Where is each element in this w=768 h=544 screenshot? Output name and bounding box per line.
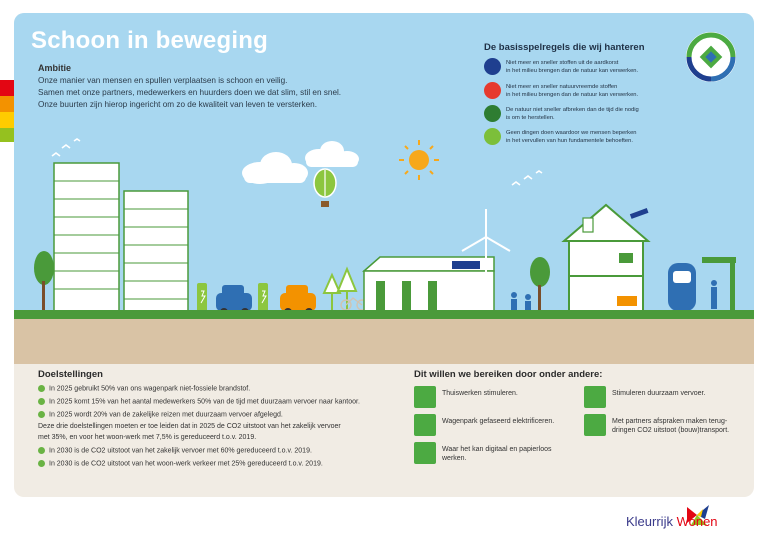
cloud-icon	[242, 152, 308, 184]
basisregel-line: De natuur niet sneller afbreken dan de tijd die nodig	[506, 107, 639, 113]
earth-crust-icon	[484, 58, 501, 75]
people-icon	[484, 128, 501, 145]
brand-name-part: Wonen	[676, 514, 718, 529]
ambitie-line: Samen met onze partners, medewerkers en huurders doen we dat slim, stil en snel.	[38, 88, 342, 97]
basisregel-line: in het milieu brengen dan de natuur kan verwerken.	[506, 92, 639, 98]
doelstelling-item	[38, 385, 250, 392]
bereiken-text: Wagenpark gefaseerd elektrificeren.	[442, 418, 555, 425]
doelstellingen-heading: Doelstellingen	[38, 369, 103, 380]
sun-icon	[399, 140, 439, 180]
basisregel-item	[484, 105, 654, 129]
doelstellingen-note: met 35%, en voor het woon-werk met 7,5% is gereduceerd t.o.v. 2019.	[38, 434, 257, 441]
edge-strip-red	[0, 80, 14, 96]
handshake-icon	[584, 414, 606, 436]
doelstelling-item	[38, 460, 323, 467]
bereiken-text: dringen CO2 uitstoot (bouw)transport.	[612, 427, 730, 434]
ambitie-line: Onze manier van mensen en spullen verplaatsen is schoon en veilig.	[38, 76, 288, 85]
apartment-building-icon	[54, 163, 119, 313]
edge-strip-yellow	[0, 112, 14, 128]
bullet-icon	[38, 411, 45, 418]
page-title: Schoon in beweging	[31, 27, 268, 54]
doelstelling-text: In 2030 is de CO2 uitstoot van het zakelijk vervoer met 60% gereduceerd t.o.v. 2019.	[49, 447, 312, 455]
bereiken-text: Waar het kan digitaal en papierloos	[442, 446, 552, 453]
bullet-icon	[38, 460, 45, 467]
chemical-icon	[484, 82, 501, 99]
doelstelling-text: In 2025 wordt 20% van de zakelijke reizen met duurzaam vervoer afgelegd.	[49, 411, 283, 419]
bullet-icon	[38, 385, 45, 392]
basisregel-line: in het milieu brengen dan de natuur kan verwerken.	[506, 68, 639, 74]
basisregel-line: Niet meer en sneller natuurvreemde stoffen	[506, 84, 618, 90]
basisregel-item	[484, 82, 654, 106]
doelstelling-text: In 2025 gebruikt 50% van ons wagenpark niet-fossiele brandstof.	[49, 385, 251, 393]
ambitie-line: Onze buurten zijn hierop ingericht om zo de kwaliteit van leven te versterken.	[38, 100, 317, 109]
doelstelling-text: In 2030 is de CO2 uitstoot van het woon-werk verkeer met 25% gereduceerd t.o.v. 2019.	[49, 460, 323, 468]
infographic-card	[14, 13, 754, 497]
terraced-houses-icon	[364, 257, 494, 313]
bereiken-text: Met partners afspraken maken terug-	[612, 418, 728, 425]
basisregels-heading: De basisspelregels die wij hanteren	[484, 42, 645, 53]
bullet-icon	[38, 447, 45, 454]
apartment-building-icon	[124, 191, 188, 313]
charging-station-icon	[197, 283, 207, 313]
bicycle-icon	[584, 386, 606, 408]
basisregel-line: Geen dingen doen waardoor we mensen beperken	[506, 130, 637, 136]
cloud-icon	[305, 141, 359, 167]
people-icon	[511, 292, 531, 311]
home-work-icon	[414, 386, 436, 408]
doelstelling-item	[38, 398, 360, 405]
doelstelling-text: In 2025 komt 15% van het aantal medewerkers 50% van de tijd met duurzaam vervoer naar kantoor.	[49, 398, 360, 406]
home-icon	[564, 205, 648, 313]
basisregel-item	[484, 58, 654, 82]
bereiken-text: werken.	[442, 455, 467, 462]
tree-icon	[484, 105, 501, 122]
digital-work-icon	[414, 442, 436, 464]
bullet-icon	[38, 398, 45, 405]
electric-car-icon	[414, 414, 436, 436]
basisregel-item	[484, 128, 654, 152]
basisregel-line: Niet meer en sneller stoffen uit de aardkorst	[506, 60, 619, 66]
tree-icon	[530, 257, 550, 313]
bicycle-icon	[341, 298, 367, 310]
edge-strip-orange	[0, 96, 14, 112]
brand-name	[626, 514, 718, 529]
ambitie-heading: Ambitie	[38, 63, 72, 73]
grass-strip	[14, 310, 754, 319]
tree-icon	[324, 275, 340, 311]
bereiken-heading: Dit willen we bereiken door onder andere:	[414, 369, 603, 380]
charging-station-icon	[258, 283, 268, 313]
edge-strip-green	[0, 128, 14, 142]
lower-section	[14, 364, 754, 497]
bereiken-text: Stimuleren duurzaam vervoer.	[612, 390, 706, 397]
tree-icon	[34, 251, 54, 313]
doelstelling-item	[38, 447, 312, 454]
hot-air-balloon-icon	[314, 169, 336, 207]
bereiken-text: Thuiswerken stimuleren.	[442, 390, 518, 397]
basisregel-line: is om te herstellen.	[506, 115, 555, 121]
basisregel-line: in het vervullen van hun fundamentele behoeften.	[506, 138, 633, 144]
sustainability-logo	[684, 30, 738, 84]
doelstelling-item	[38, 411, 283, 418]
doelstellingen-note: Deze drie doelstellingen moeten er toe leiden dat in 2025 de CO2 uitstoot van het zakelijk vervoer	[38, 423, 341, 430]
tram-icon	[668, 257, 736, 313]
brand-name-part: Kleurrijk	[626, 514, 677, 529]
